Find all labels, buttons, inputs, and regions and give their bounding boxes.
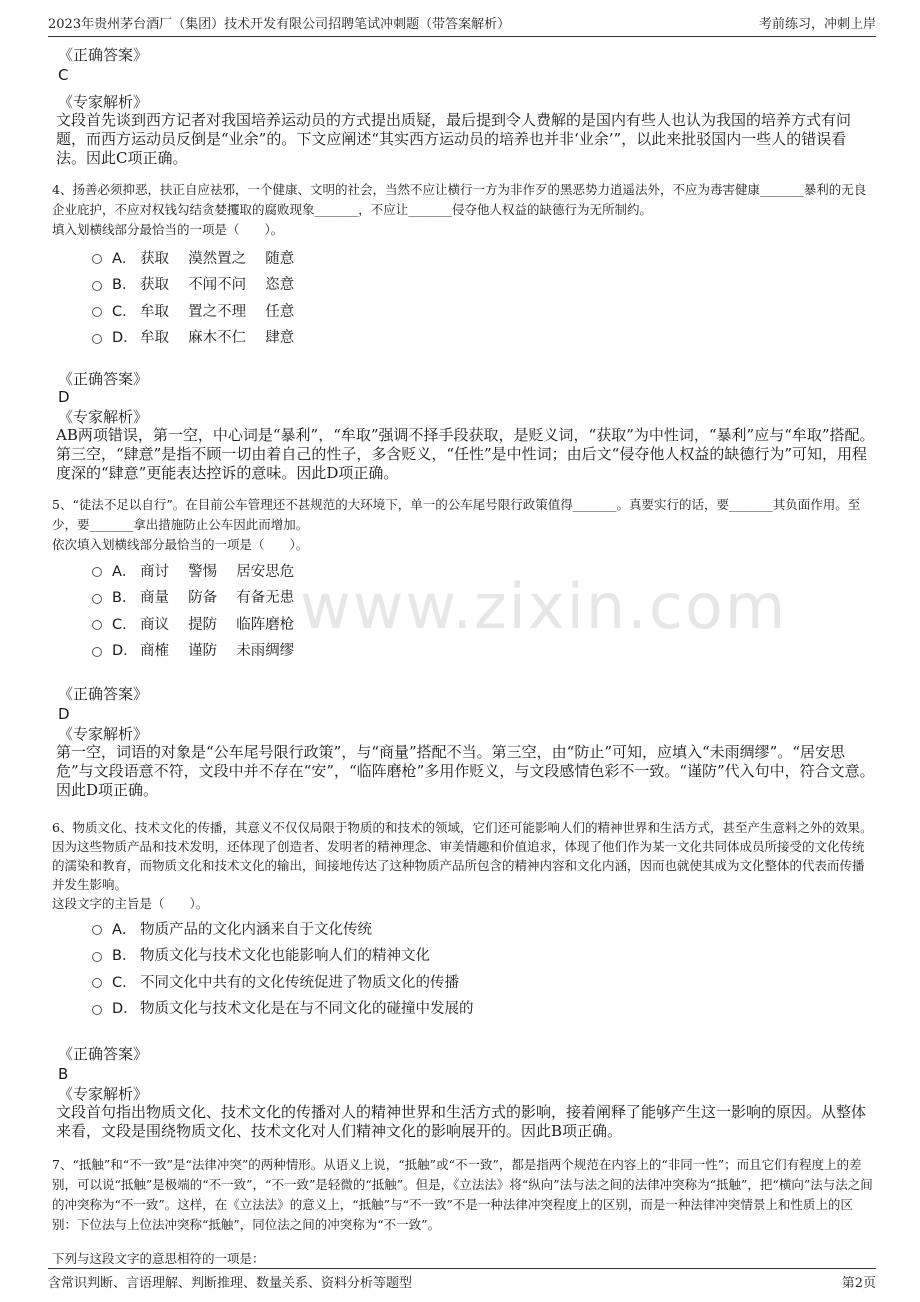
analysis-title: 《专家解析》 bbox=[58, 725, 149, 743]
page-content bbox=[52, 46, 876, 1269]
option-letter: C． bbox=[112, 303, 137, 320]
option-d[interactable] bbox=[92, 995, 876, 1022]
radio-icon[interactable] bbox=[92, 647, 102, 657]
question-7 bbox=[52, 1155, 876, 1269]
option-a[interactable] bbox=[92, 244, 876, 271]
question-stem: 7、“抵触”和“不一致”是“法律冲突”的两种情形。从语义上说，“抵触”或“不一致”，都是指两个规范在内容上的“非同一性”；而且它们有程度上的差别，可以说“抵触”是极端的“不一致”，“不一致”是轻微的“抵触”。但是，《立法法》将“纵向”法与法之间的法律冲突称为“抵触”，把“横向”法与法之间的冲突称为“不一致”。这样，在《立法法》的意义上，“抵触”与“不一致”不是一种法律冲突程度上的区别，而是一种法律冲突情景上和性质上的区别：下位法与上位法冲突称“抵触”，同位法之间的冲突称为“不一致”。 bbox=[52, 1157, 873, 1232]
question-stem: 5、“徒法不足以自行”。在目前公车管理还不甚规范的大环境下，单一的公车尾号限行政策值得_______。真要实行的话，要_______其负面作用。至少，要_______拿出措施防止公车因此而增加。 bbox=[52, 497, 861, 532]
option-c[interactable] bbox=[92, 297, 876, 324]
option-letter: B． bbox=[112, 277, 137, 294]
question-prompt: 下列与这段文字的意思相符的一项是： bbox=[52, 1251, 265, 1266]
option-d[interactable] bbox=[92, 637, 876, 664]
radio-icon[interactable] bbox=[92, 254, 102, 264]
option-list bbox=[92, 915, 876, 1021]
radio-icon[interactable] bbox=[92, 567, 102, 577]
footer-categories: 含常识判断、言语理解、判断推理、数量关系、资料分析等题型 bbox=[48, 1275, 413, 1291]
option-b[interactable] bbox=[92, 942, 876, 969]
option-letter: D． bbox=[112, 643, 138, 660]
option-b[interactable] bbox=[92, 271, 876, 298]
option-c[interactable] bbox=[92, 610, 876, 637]
analysis-text: 文段首先谈到西方记者对我国培养运动员的方式提出质疑，最后提到令人费解的是国内有些人也认为我国的培养方式有问题，而西方运动员反倒是“业余”的。下文应阐述“其实西方运动员的培养也并非‘业余’”，以此来批驳国内一些人的错误看法。因此C项正确。 bbox=[56, 111, 852, 167]
radio-icon[interactable] bbox=[92, 281, 102, 291]
page-header bbox=[48, 10, 876, 34]
option-text: 获取 不闻不问 恣意 bbox=[140, 277, 295, 294]
top-answer-section bbox=[58, 46, 876, 84]
option-text: 不同文化中共有的文化传统促进了物质文化的传播 bbox=[140, 974, 459, 991]
option-list bbox=[92, 244, 876, 350]
answer-section bbox=[58, 1045, 876, 1083]
analysis-title: 《专家解析》 bbox=[58, 1085, 149, 1103]
question-stem: 6、物质文化、技术文化的传播，其意义不仅仅局限于物质的和技术的领域，它们还可能影响人们的精神世界和生活方式，甚至产生意料之外的效果。因为这些物质产品和技术发明，还体现了创造者、发明者的精神理念、审美情趣和价值追求，体现了他们作为某一文化共同体成员所接受的文化传统的濡染和教育，而物质文化和技术文化的输出，间接地传达了这种物质产品所包含的精神内容和文化内涵，因而也就使其成为文化整体的代表而传播并发生影响。 bbox=[52, 820, 873, 892]
option-text: 商榷 谨防 未雨绸缪 bbox=[140, 643, 295, 660]
option-text: 物质产品的文化内涵来自于文化传统 bbox=[140, 921, 372, 938]
analysis-title: 《专家解析》 bbox=[58, 408, 149, 426]
analysis-section bbox=[56, 408, 876, 483]
answer-title: 《正确答案》 bbox=[58, 370, 149, 388]
radio-icon[interactable] bbox=[92, 594, 102, 604]
question-6 bbox=[52, 818, 876, 1141]
option-letter: A． bbox=[112, 563, 137, 580]
option-a[interactable] bbox=[92, 557, 876, 584]
option-text: 获取 漠然置之 随意 bbox=[140, 250, 295, 267]
question-prompt: 依次填入划横线部分最恰当的一项是（ ）。 bbox=[52, 537, 309, 552]
option-b[interactable] bbox=[92, 584, 876, 611]
analysis-section bbox=[56, 725, 876, 800]
analysis-title: 《专家解析》 bbox=[58, 93, 149, 111]
page-number: 第2页 bbox=[841, 1275, 876, 1291]
option-letter: C． bbox=[112, 974, 137, 991]
radio-icon[interactable] bbox=[92, 334, 102, 344]
option-text: 物质文化与技术文化也能影响人们的精神文化 bbox=[140, 948, 430, 965]
header-divider bbox=[48, 36, 876, 37]
footer-divider bbox=[48, 1268, 876, 1269]
option-text: 牟取 麻木不仁 肆意 bbox=[140, 330, 295, 347]
option-letter: B． bbox=[112, 948, 137, 965]
option-letter: A． bbox=[112, 921, 137, 938]
option-letter: B． bbox=[112, 590, 137, 607]
answer-value: C bbox=[58, 66, 69, 84]
question-5 bbox=[52, 495, 876, 800]
radio-icon[interactable] bbox=[92, 925, 102, 935]
analysis-text: AB两项错误，第一空，中心词是“暴利”，“牟取”强调不择手段获取，是贬义词，“获取”为中性词，“暴利”应与“牟取”搭配。第三空，“肆意”是指不顾一切由着自己的性子，多含贬义，“任性”是中性词；由后文“侵夺他人权益的缺德行为”可知，用程度深的“肆意”更能表达控诉的意味。因此D项正确。 bbox=[56, 426, 875, 482]
answer-value: B bbox=[58, 1065, 69, 1083]
answer-title: 《正确答案》 bbox=[58, 1045, 149, 1063]
analysis-text: 文段首句指出物质文化、技术文化的传播对人的精神世界和生活方式的影响，接着阐释了能够产生这一影响的原因。从整体来看，文段是围绕物质文化、技术文化对人们精神文化的影响展开的。因此B项正确。 bbox=[56, 1103, 867, 1140]
option-d[interactable] bbox=[92, 324, 876, 351]
page-footer bbox=[48, 1270, 876, 1292]
answer-value: D bbox=[58, 705, 70, 723]
question-stem: 4、扬善必须抑恶，扶正自应祛邪，一个健康、文明的社会，当然不应让横行一方为非作歹的黑恶势力逍遥法外，不应为毒害健康_______暴利的无良企业庇护，不应对权钱勾结贪婪攫取的腐败现象_______，不应让_______侵夺他人权益的缺德行为无所制约。 bbox=[52, 182, 867, 217]
radio-icon[interactable] bbox=[92, 307, 102, 317]
option-a[interactable] bbox=[92, 915, 876, 942]
option-text: 物质文化与技术文化是在与不同文化的碰撞中发展的 bbox=[140, 1001, 474, 1018]
question-prompt: 填入划横线部分最恰当的一项是（ ）。 bbox=[52, 222, 284, 237]
answer-value: D bbox=[58, 388, 70, 406]
radio-icon[interactable] bbox=[92, 1005, 102, 1015]
option-c[interactable] bbox=[92, 968, 876, 995]
top-analysis-section bbox=[56, 93, 876, 168]
option-letter: C． bbox=[112, 616, 137, 633]
answer-title: 《正确答案》 bbox=[58, 46, 149, 64]
option-text: 牟取 置之不理 任意 bbox=[140, 303, 295, 320]
option-letter: D． bbox=[112, 330, 138, 347]
question-4 bbox=[52, 180, 876, 483]
radio-icon[interactable] bbox=[92, 952, 102, 962]
option-text: 商讨 警惕 居安思危 bbox=[140, 563, 295, 580]
option-list bbox=[92, 557, 876, 663]
document-title: 2023年贵州茅台酒厂（集团）技术开发有限公司招聘笔试冲刺题（带答案解析） bbox=[48, 16, 511, 32]
analysis-section bbox=[56, 1085, 876, 1141]
answer-title: 《正确答案》 bbox=[58, 685, 149, 703]
header-slogan: 考前练习，冲刺上岸 bbox=[758, 16, 876, 32]
analysis-text: 第一空，词语的对象是“公车尾号限行政策”，与“商量”搭配不当。第三空，由“防止”可知，应填入“未雨绸缪”。“居安思危”与文段语意不符，文段中并不存在“安”，“临阵磨枪”多用作贬义，与文段感情色彩不一致。“谨防”代入句中，符合文意。因此D项正确。 bbox=[56, 743, 875, 799]
answer-section bbox=[58, 370, 876, 406]
answer-section bbox=[58, 685, 876, 723]
option-letter: D． bbox=[112, 1001, 138, 1018]
radio-icon[interactable] bbox=[92, 620, 102, 630]
option-text: 商议 提防 临阵磨枪 bbox=[140, 616, 295, 633]
option-letter: A． bbox=[112, 250, 137, 267]
option-text: 商量 防备 有备无患 bbox=[140, 590, 295, 607]
watermark: www.zixin.com bbox=[300, 570, 788, 643]
radio-icon[interactable] bbox=[92, 978, 102, 988]
question-prompt: 这段文字的主旨是（ ）。 bbox=[52, 896, 209, 911]
